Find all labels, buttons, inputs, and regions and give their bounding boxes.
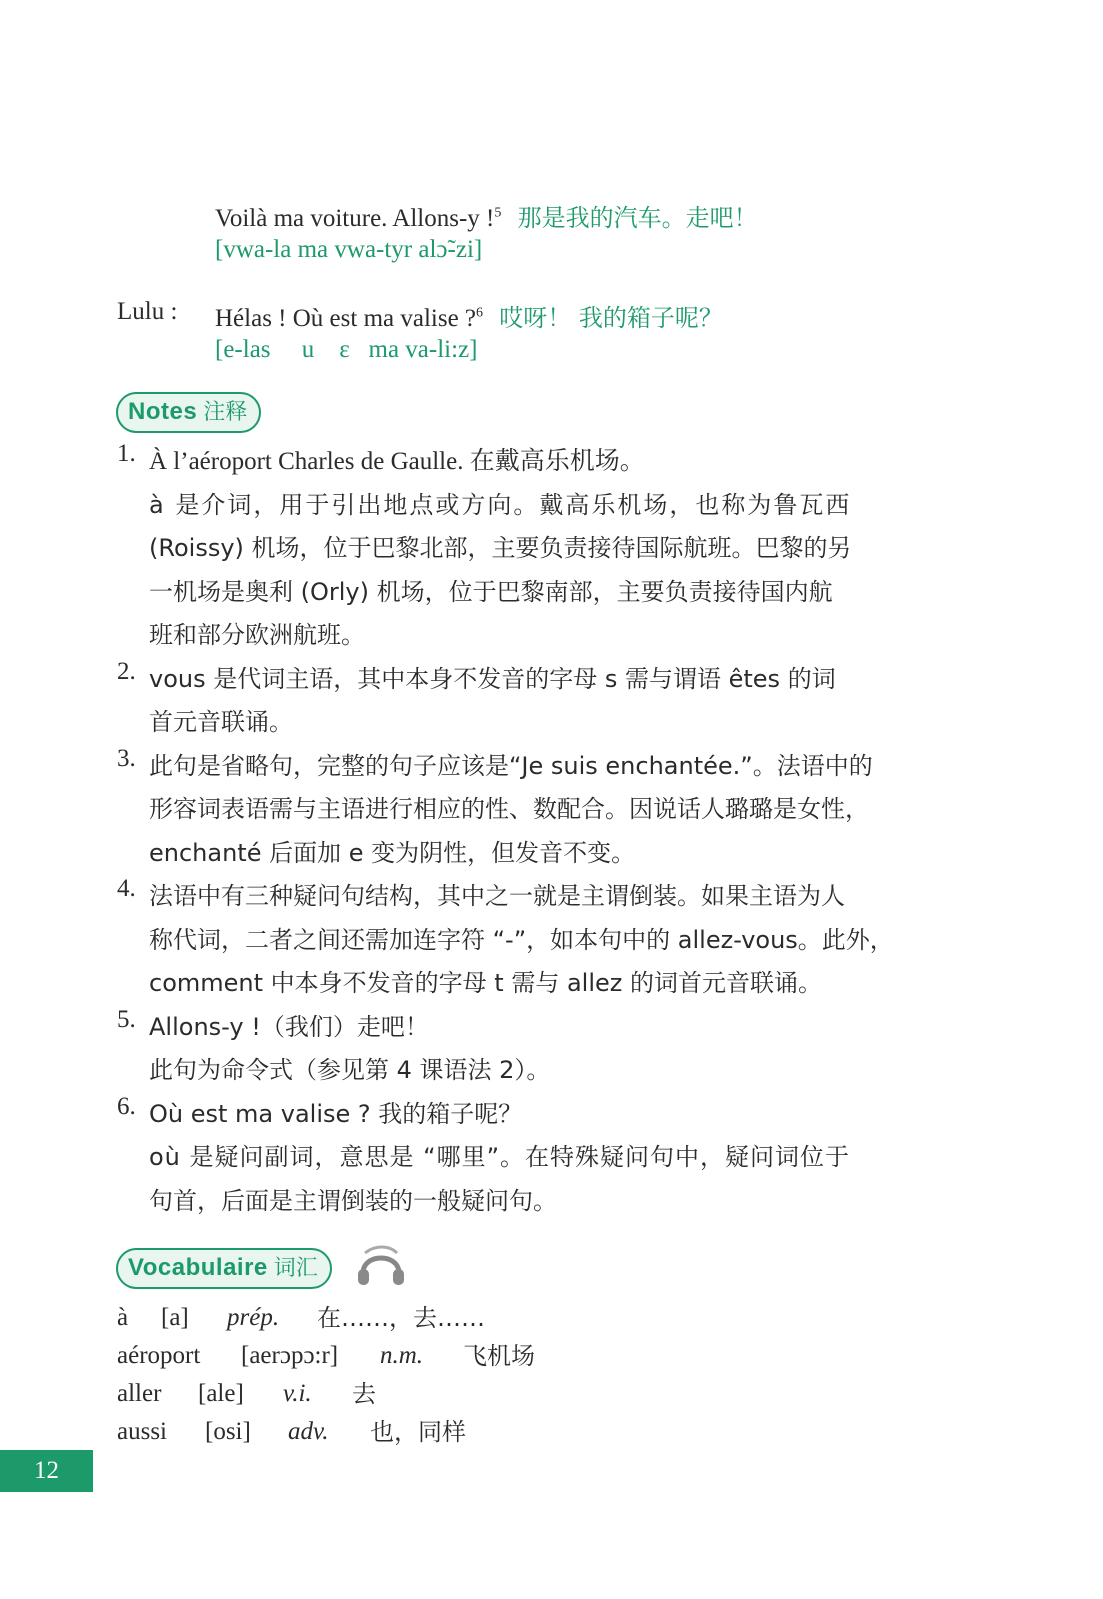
note-number: 3.	[117, 744, 136, 772]
note-number: 6.	[117, 1092, 136, 1120]
note-line: où 是疑问副词，意思是 “哪里”。在特殊疑问句中，疑问词位于	[149, 1143, 851, 1171]
vocab-word: aller	[117, 1380, 162, 1407]
dialogue-ipa-1: [vwa-la ma vwa-tyr alɔ̃-zi]	[215, 236, 483, 263]
notes-label-fr: Notes	[128, 398, 198, 425]
note-line: 法语中有三种疑问句结构，其中之一就是主谓倒装。如果主语为人	[149, 882, 845, 910]
note-line: enchanté 后面加 e 变为阴性，但发音不变。	[149, 838, 636, 867]
vocab-meaning: 飞机场	[463, 1342, 535, 1370]
note-line: comment 中本身不发音的字母 t 需与 allez 的词首元音联诵。	[149, 969, 822, 997]
note-item	[117, 745, 947, 876]
note-line: à 是介词，用于引出地点或方向。戴高乐机场，也称为鲁瓦西	[149, 490, 852, 519]
note-number: 2.	[117, 657, 136, 685]
vocab-word: aussi	[117, 1418, 167, 1445]
note-line: 此句是省略句，完整的句子应该是“Je suis enchantée.”。法语中的	[149, 751, 873, 780]
note-line: (Roissy) 机场，位于巴黎北部，主要负责接待国际航班。巴黎的另	[149, 534, 852, 562]
dialogue-ipa-2: [e-las u ɛ ma va-li:z]	[215, 336, 478, 363]
headphones-icon[interactable]	[355, 1243, 407, 1289]
note-item	[117, 1006, 947, 1093]
vocab-word: aéroport	[117, 1342, 201, 1369]
note-item	[117, 658, 947, 745]
notes-list	[117, 440, 947, 1223]
note-line: Allons-y !（我们）走吧！	[149, 1012, 429, 1041]
note-ref: 5	[494, 205, 502, 221]
dialogue-french: Hélas ! Où est ma valise ?	[215, 305, 477, 332]
note-line: 首元音联诵。	[149, 708, 293, 736]
vocab-ipa: [a]	[161, 1304, 189, 1331]
note-ref: 6	[476, 305, 484, 321]
dialogue-line-1	[215, 198, 758, 233]
vocab-pos: n.m.	[380, 1342, 424, 1369]
vocab-label-zh: 词汇	[273, 1256, 318, 1281]
note-line: 一机场是奥利 (Orly) 机场，位于巴黎南部，主要负责接待国内航	[149, 577, 833, 606]
note-number: 1.	[117, 440, 136, 467]
note-line: 称代词，二者之间还需加连字符 “-”，如本句中的 allez-vous。此外，	[149, 925, 894, 954]
note-line: 班和部分欧洲航班。	[149, 621, 365, 649]
vocab-ipa: [aerɔpɔ:r]	[241, 1342, 339, 1369]
notes-section-label	[116, 392, 261, 433]
vocab-pos: v.i.	[283, 1380, 312, 1407]
vocab-meaning: 也，同样	[370, 1418, 466, 1446]
note-line: À l’aéroport Charles de Gaulle. 在戴高乐机场。	[149, 448, 645, 475]
vocab-word: à	[117, 1304, 129, 1331]
vocab-meaning: 去	[352, 1380, 376, 1408]
vocab-section-label	[116, 1248, 332, 1289]
dialogue-speaker: Lulu :	[117, 298, 178, 325]
dialogue-line-2	[215, 298, 723, 333]
note-item	[117, 1093, 947, 1224]
note-line: 句首，后面是主谓倒装的一般疑问句。	[149, 1186, 557, 1215]
note-item	[117, 875, 947, 1006]
vocab-pos: prép.	[227, 1304, 280, 1331]
note-line: Où est ma valise ? 我的箱子呢？	[149, 1099, 523, 1128]
vocab-label-fr: Vocabulaire	[128, 1254, 268, 1281]
note-item	[117, 440, 947, 658]
notes-label-zh: 注释	[203, 400, 248, 425]
vocab-ipa: [ale]	[198, 1380, 244, 1407]
note-line: vous 是代词主语，其中本身不发音的字母 s 需与谓语 êtes 的词	[149, 664, 836, 693]
vocab-ipa: [osi]	[205, 1418, 251, 1445]
vocab-pos: adv.	[288, 1418, 329, 1445]
note-number: 5.	[117, 1005, 136, 1033]
note-line: 形容词表语需与主语进行相应的性、数配合。因说话人璐璐是女性，	[149, 795, 869, 823]
page-number: 12	[0, 1450, 93, 1492]
note-number: 4.	[117, 875, 136, 902]
dialogue-french: Voilà ma voiture. Allons-y !	[215, 205, 495, 232]
vocab-meaning: 在……，去……	[317, 1304, 485, 1332]
note-line: 此句为命令式（参见第 4 课语法 2）。	[149, 1056, 551, 1084]
dialogue-chinese: 那是我的汽车。走吧！	[517, 204, 758, 232]
dialogue-chinese: 哎呀！ 我的箱子呢？	[499, 304, 723, 332]
